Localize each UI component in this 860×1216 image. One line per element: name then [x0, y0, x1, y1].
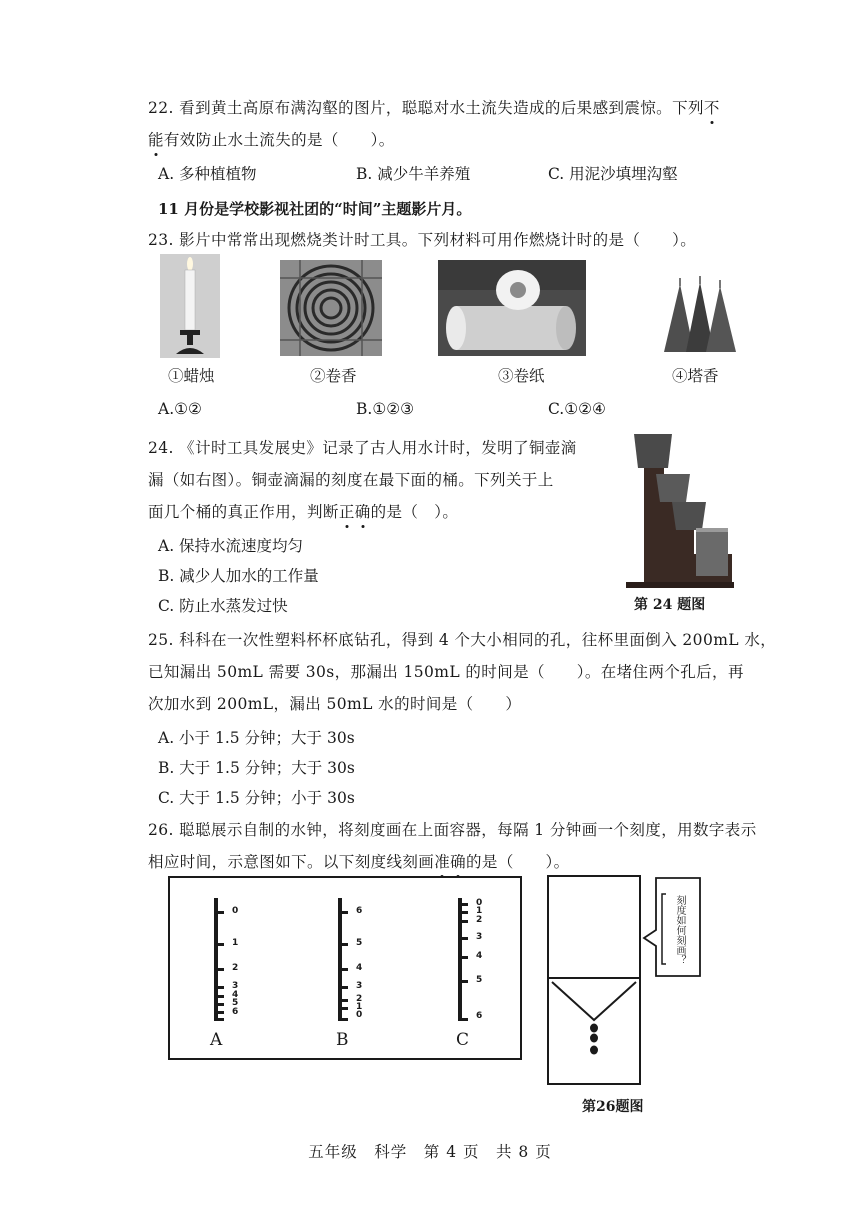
scale-b-tick [338, 943, 348, 946]
scale-a-tick [214, 911, 224, 914]
scale-c-label: C [456, 1030, 470, 1050]
scale-c-tick-label: 2 [476, 915, 483, 925]
scale-c-tick-label: 5 [476, 975, 483, 985]
water-clock-photo [620, 428, 738, 590]
scale-b-tick-label: 3 [356, 981, 363, 991]
q24-option-c: C. 防止水蒸发过快 [158, 597, 288, 615]
scale-b-tick-label: 2 [356, 994, 363, 1004]
q24-option-a: A. 保持水流速度均匀 [158, 537, 304, 555]
q24-stem-line2: 漏（如右图）。铜壶滴漏的刻度在最下面的桶。下列关于上 [148, 471, 554, 489]
scale-a-tick [214, 943, 224, 946]
scale-b-tick-label: 4 [356, 963, 363, 973]
q24-emphasis-que: 确 [355, 500, 371, 522]
q25-stem-line3: 次加水到 200mL，漏出 50mL 水的时间是（ ） [148, 695, 522, 713]
scale-a-tick-label: 3 [232, 981, 239, 991]
q24-stem-line1: 24. 《计时工具发展史》记录了古人用水计时，发明了铜壶滴 [148, 439, 577, 457]
caption-tower-incense: ④塔香 [672, 367, 719, 385]
scale-a-tick [214, 986, 224, 989]
scale-a-tick-label: 4 [232, 990, 239, 1000]
q22-option-a: A. 多种植植物 [158, 165, 257, 183]
caption-candle: ①蜡烛 [168, 367, 215, 385]
scale-c-tick-label: 0 [476, 898, 483, 908]
scale-a-base [214, 1018, 224, 1021]
water-clock-schematic [546, 874, 746, 1088]
q26-figure-caption: 第26题图 [582, 1099, 644, 1115]
scale-c-tick-label: 4 [476, 951, 483, 961]
scale-a-label: A [210, 1030, 223, 1050]
q22-emphasis-bu: 不 [704, 96, 720, 118]
q23-option-b: B.①②③ [356, 400, 415, 418]
scale-a-tick [214, 1011, 224, 1014]
scale-b-tick-label: 5 [356, 938, 363, 948]
q22-stem-line1 [148, 96, 720, 118]
section-note: 11 月份是学校影视社团的“时间”主题影片月。 [158, 200, 472, 218]
q24-stem-pre: 面几个桶的真正作用，判断 [148, 503, 339, 521]
scale-b-tick-label: 1 [356, 1002, 363, 1012]
scale-c-base [458, 1018, 468, 1021]
scale-b-tick-label: 0 [356, 1010, 363, 1020]
q26-stem-pre: 相应时间，示意图如下。以下刻度线刻画 [148, 853, 435, 871]
scale-c-axis [458, 898, 462, 1020]
q24-stem-line3 [148, 500, 458, 522]
q25-stem-line2: 已知漏出 50mL 需要 30s，那漏出 150mL 的时间是（ ）。在堵住两个孔后，再 [148, 663, 744, 681]
scale-b-tick [338, 999, 348, 1002]
scale-c-tick [458, 980, 468, 983]
scale-b-label: B [336, 1030, 349, 1050]
page-footer: 五年级 科学 第 4 页 共 8 页 [308, 1143, 552, 1161]
q26-emphasis-zhun: 准 [434, 850, 450, 872]
q26-stem-post: 的是（ ）。 [466, 853, 570, 871]
scale-c-tick [458, 911, 468, 914]
q25-option-a: A. 小于 1.5 分钟；大于 30s [158, 729, 355, 747]
q23-stem: 23. 影片中常常出现燃烧类计时工具。下列材料可用作燃烧计时的是（ ）。 [148, 231, 697, 249]
caption-toilet-paper: ③卷纸 [498, 367, 545, 385]
coil-incense-photo [280, 260, 382, 356]
scale-b-tick-label: 6 [356, 906, 363, 916]
candle-photo [160, 254, 220, 358]
scale-a-tick-label: 2 [232, 963, 239, 973]
scale-c-tick [458, 937, 468, 940]
scale-c-tick [458, 920, 468, 923]
q23-option-a: A.①② [158, 400, 202, 418]
q25-option-b: B. 大于 1.5 分钟；大于 30s [158, 759, 355, 777]
scale-c-tick-label: 6 [476, 1011, 483, 1021]
callout-text: 刻度如何刻画？ [674, 895, 685, 965]
scale-c-tick [458, 956, 468, 959]
q24-figure-caption: 第 24 题图 [634, 597, 706, 613]
q26-stem-line1: 26. 聪聪展示自制的水钟，将刻度画在上面容器，每隔 1 分钟画一个刻度，用数字表示 [148, 821, 757, 839]
scale-a-tick-label: 1 [232, 938, 239, 948]
scale-b-tick [338, 1007, 348, 1010]
q23-option-c: C.①②④ [548, 400, 606, 418]
q22-option-b: B. 减少牛羊养殖 [356, 165, 471, 183]
scale-b-tick [338, 968, 348, 971]
scale-b-base [338, 1018, 348, 1021]
q24-emphasis-zheng: 正 [339, 500, 355, 522]
scale-a-axis [214, 898, 218, 1020]
q22-stem-rest: 有效防止水土流失的是（ ）。 [163, 131, 395, 149]
q26-emphasis-que: 确 [450, 850, 466, 872]
scale-c-tick-label: 3 [476, 932, 483, 942]
caption-coil-incense: ②卷香 [310, 367, 357, 385]
scale-b-tick [338, 986, 348, 989]
q22-stem-line2 [148, 128, 395, 150]
q25-option-c: C. 大于 1.5 分钟；小于 30s [158, 789, 355, 807]
q24-option-b: B. 减少人加水的工作量 [158, 567, 319, 585]
scale-a-tick [214, 995, 224, 998]
scale-b-tick [338, 911, 348, 914]
scale-c-tick [458, 903, 468, 906]
q25-stem-line1: 25. 科科在一次性塑料杯杯底钻孔，得到 4 个大小相同的孔，往杯里面倒入 200mL 水， [148, 631, 777, 649]
q24-stem-post: 的是（ ）。 [370, 503, 459, 521]
toilet-paper-photo [438, 260, 586, 356]
scale-a-tick-label: 5 [232, 998, 239, 1008]
scale-a-tick-label: 0 [232, 906, 239, 916]
scale-a-tick [214, 1003, 224, 1006]
scale-a-tick-label: 6 [232, 1007, 239, 1017]
q22-option-c: C. 用泥沙填埋沟壑 [548, 165, 678, 183]
q22-stem-text: 22. 看到黄土高原布满沟壑的图片，聪聪对水土流失造成的后果感到震惊。下列 [148, 99, 704, 117]
q22-emphasis-neng: 能 [148, 128, 164, 150]
scale-a-tick [214, 968, 224, 971]
q26-stem-line2 [148, 850, 570, 872]
scale-c-tick-label: 1 [476, 906, 483, 916]
tower-incense-photo [652, 266, 748, 356]
